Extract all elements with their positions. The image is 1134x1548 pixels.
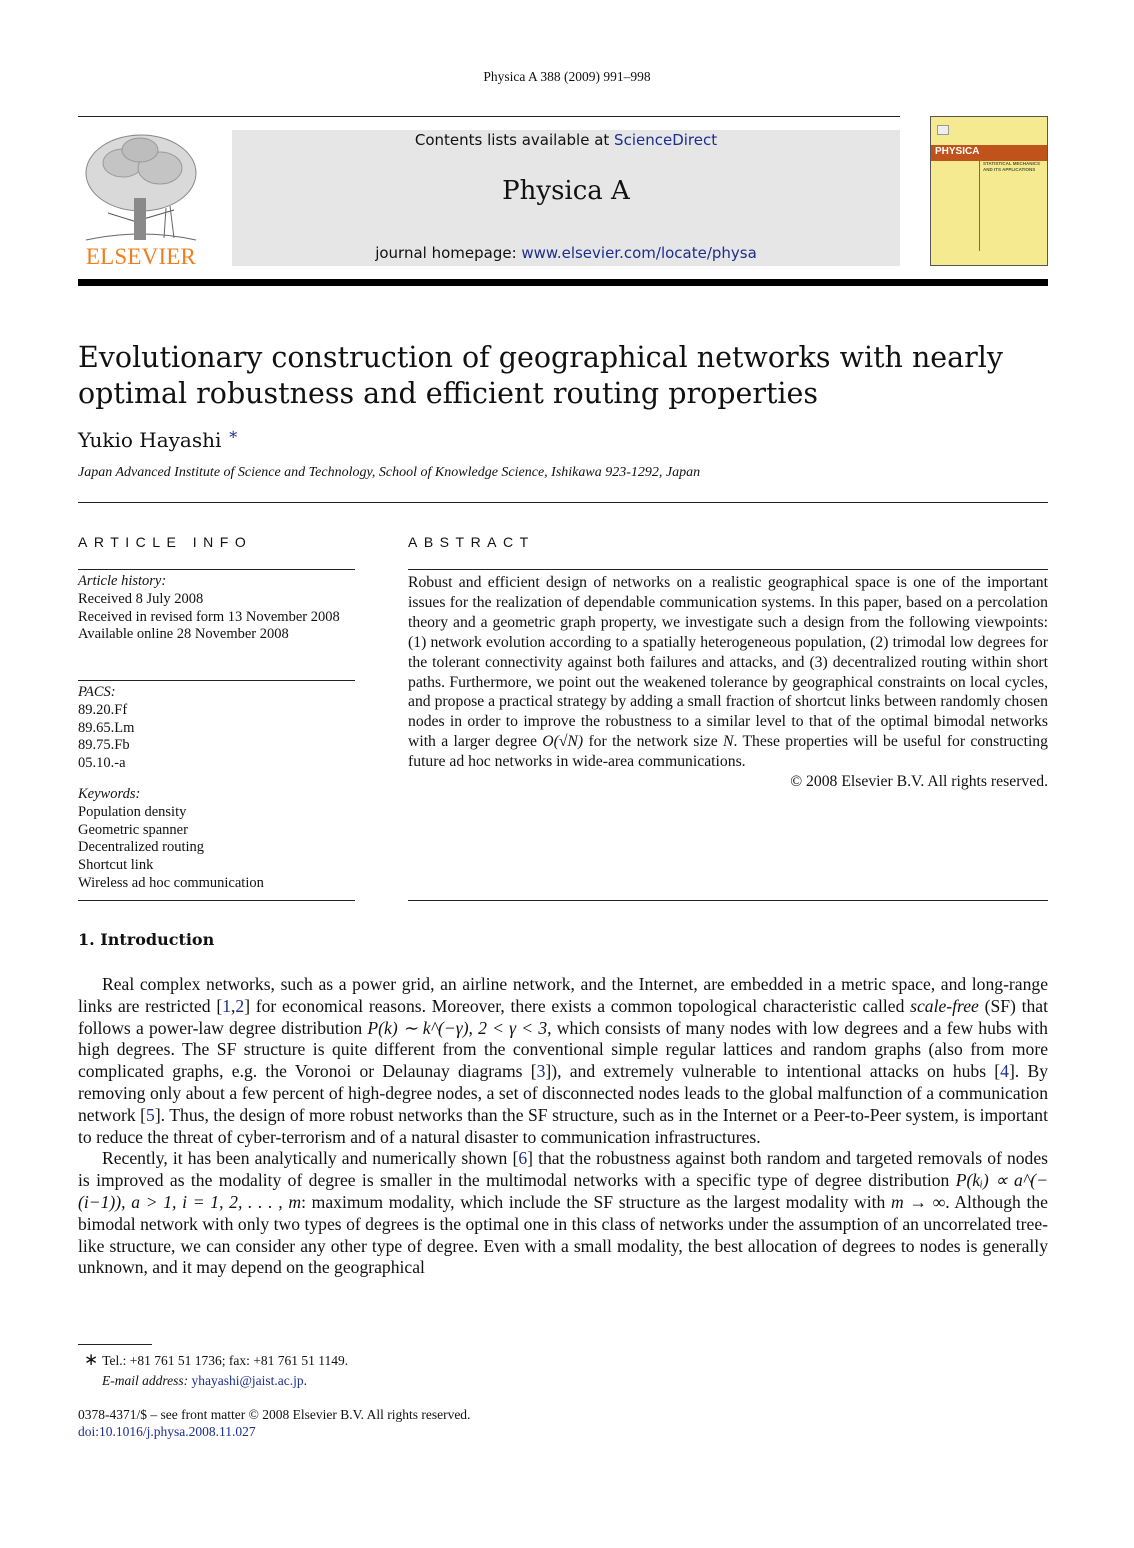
contents-prefix: Contents lists available at bbox=[414, 131, 615, 149]
text-run: ]. By removing only about a few percent of high-degree nodes, a set of disconnected nodes leads to the global malfunction of a communication network [ bbox=[78, 1061, 1048, 1125]
publisher-wordmark: ELSEVIER bbox=[85, 244, 197, 269]
citation-link[interactable]: 2 bbox=[235, 995, 245, 1016]
citation-link[interactable]: 5 bbox=[146, 1104, 155, 1125]
article-info-rule-bottom bbox=[78, 900, 355, 901]
cover-title: PHYSICA bbox=[935, 146, 980, 157]
homepage-link[interactable]: www.elsevier.com/locate/physa bbox=[521, 244, 757, 262]
abstract-part: . These properties will be useful for constructing future ad hoc networks in wide-area communications. bbox=[408, 733, 1048, 771]
journal-name: Physica A bbox=[502, 176, 630, 206]
abstract-math: O(√N) bbox=[542, 733, 584, 751]
email-label: E-mail address: bbox=[102, 1373, 189, 1388]
abstract-rule-top bbox=[408, 569, 1048, 570]
introduction-body bbox=[78, 974, 1048, 1279]
article-title: Evolutionary construction of geographical networks with nearly optimal robustness and efficient routing properties bbox=[78, 341, 1003, 410]
history-label: Article history: bbox=[78, 573, 167, 589]
abstract-text bbox=[408, 573, 1048, 792]
citation-link[interactable]: 6 bbox=[518, 1148, 528, 1169]
pacs-item: 89.20.Ff bbox=[78, 701, 128, 718]
text-run: Real complex networks, such as a power grid, an airline network, and the Internet, are embedded in a metric space, and long-range links are restricted [ bbox=[78, 974, 1048, 1016]
affiliation-rule bbox=[78, 502, 1048, 503]
footnote-rule bbox=[78, 1344, 152, 1345]
email-link[interactable]: yhayashi@jaist.ac.jp bbox=[191, 1373, 304, 1388]
journal-reference: Physica A 388 (2009) 991–998 bbox=[483, 69, 651, 84]
keyword-item: Geometric spanner bbox=[78, 821, 188, 838]
header-rule bbox=[78, 116, 900, 117]
keywords-label: Keywords: bbox=[78, 786, 141, 802]
abstract-math: N bbox=[723, 733, 734, 751]
abstract-heading: ABSTRACT bbox=[408, 534, 535, 550]
text-run: (SF) that follows a power-law degree distribution bbox=[78, 995, 1048, 1038]
pacs-item: 89.65.Lm bbox=[78, 719, 135, 736]
front-matter bbox=[78, 1406, 470, 1440]
sciencedirect-link[interactable]: ScienceDirect bbox=[614, 131, 718, 149]
paragraph bbox=[78, 1148, 1048, 1279]
author-line bbox=[78, 424, 239, 452]
affiliation: Japan Advanced Institute of Science and Technology, School of Knowledge Science, Ishikawa 923-1292, Japan bbox=[78, 465, 701, 480]
citation-link[interactable]: 1 bbox=[222, 995, 231, 1016]
email-suffix: . bbox=[303, 1373, 308, 1388]
abstract-part: for the network size bbox=[583, 733, 724, 751]
abstract-rule-bottom bbox=[408, 900, 1048, 901]
cover-subtitle: STATISTICAL MECHANICS AND ITS APPLICATIONS bbox=[983, 161, 1040, 172]
history-item: Received 8 July 2008 bbox=[78, 590, 204, 607]
keywords-block bbox=[78, 786, 355, 893]
author-name: Yukio Hayashi bbox=[78, 428, 222, 452]
header-thick-rule bbox=[78, 279, 1048, 286]
pacs-item: 89.75.Fb bbox=[78, 737, 130, 754]
cover-logo-icon bbox=[937, 125, 949, 135]
article-info-heading: ARTICLE INFO bbox=[78, 534, 253, 550]
text-run: , which consists of many nodes with low degrees and a few hubs with high degrees. The SF structure is quite different from the conventional simple regular lattices and random graphs (also from more complicated graphs, e.g. the Voronoi or Delaunay diagrams [ bbox=[78, 1017, 1048, 1082]
keyword-item: Population density bbox=[78, 803, 187, 820]
issn-line: 0378-4371/$ – see front matter © 2008 Elsevier B.V. All rights reserved. bbox=[78, 1407, 471, 1422]
author-footnote-mark[interactable]: ∗ bbox=[227, 424, 239, 444]
homepage-line bbox=[232, 244, 900, 262]
abstract-copyright: © 2008 Elsevier B.V. All rights reserved. bbox=[790, 773, 1048, 791]
doi-link[interactable]: doi:10.1016/j.physa.2008.11.027 bbox=[78, 1424, 256, 1439]
journal-cover-thumbnail bbox=[930, 116, 1048, 266]
article-history bbox=[78, 573, 355, 644]
inline-math: m → ∞ bbox=[891, 1191, 946, 1212]
keyword-item: Wireless ad hoc communication bbox=[78, 874, 264, 891]
citation-link[interactable]: 4 bbox=[1000, 1061, 1009, 1082]
text-run: ]), and extremely vulnerable to intentional attacks on hubs [ bbox=[545, 1061, 1001, 1082]
footnote-contact bbox=[78, 1351, 348, 1369]
homepage-prefix: journal homepage: bbox=[375, 244, 522, 262]
text-run: : maximum modality, which include the SF structure as the largest modality with bbox=[301, 1191, 892, 1212]
citation-link[interactable]: 3 bbox=[536, 1061, 546, 1082]
pacs-label: PACS: bbox=[78, 684, 116, 700]
pacs-block bbox=[78, 684, 355, 773]
abstract-part: Robust and efficient design of networks on a realistic geographical space is one of the important issues for the realization of dependable communication systems. In this paper, based on a percolation theory and a geometric graph property, we investigate such a design from the following viewpoints: (1) network evolution according to a spatially heterogeneous population, (2) trimodal low degrees for the tolerant connectivity against both failures and attacks, and (3) decentralized routing within short paths. Furthermore, we point out the weakened tolerance by geographical constraints on local cycles, and propose a practical strategy by adding a small fraction of shortcut links between randomly chosen nodes in order to improve the robustness to a similar level to that of the optimal bimodal networks with a larger degree bbox=[408, 574, 1048, 751]
text-run: ] that the robustness against both random and targeted removals of nodes is improved as the modality of degree is smaller in the multimodal networks with a specific type of degree distribution bbox=[78, 1148, 1048, 1191]
footnote-email bbox=[102, 1372, 307, 1389]
inline-math: P(kᵢ) ∝ a^(−(i−1)), a > 1, i = 1, 2, . . . , m bbox=[78, 1170, 1049, 1212]
text-run: ]. Thus, the design of more robust networks than the SF structure, such as in the Internet or a Peer-to-Peer system, is important to reduce the threat of cyber-terrorism and of a natural disaster to communication infrastructures. bbox=[78, 1104, 1048, 1147]
footnote-contact-text: Tel.: +81 761 51 1736; fax: +81 761 51 1149. bbox=[102, 1353, 349, 1368]
article-info-rule-top bbox=[78, 569, 355, 570]
keyword-item: Decentralized routing bbox=[78, 839, 205, 856]
article-info-rule bbox=[78, 680, 355, 681]
text-run: ] for economical reasons. Moreover, there exists a common topological characteristic called bbox=[244, 995, 911, 1016]
text-run: Recently, it has been analytically and numerically shown [ bbox=[102, 1148, 519, 1169]
history-item: Available online 28 November 2008 bbox=[78, 626, 289, 643]
history-item: Received in revised form 13 November 2008 bbox=[78, 608, 340, 625]
cover-divider bbox=[979, 161, 980, 251]
keyword-item: Shortcut link bbox=[78, 857, 154, 874]
paragraph: Real complex networks, such as a power grid, an airline network, and the Internet, are embedded in a metric space, and long-range links are restricted [1,2] for economical reasons. Moreover, there exists a common topological characteristic called scale-free (SF) that follows a power-law degree distribution P(k) ∼ k^(−γ), 2 < γ < 3, which consists of many nodes with low degrees and a few hubs with high degrees. The SF structure is quite different from the conventional simple regular lattices and random graphs (also from more complicated graphs, e.g. the Voronoi or Delaunay diagrams [3]), and extremely vulnerable to intentional attacks on hubs [4]. By removing only about a few percent of high-degree nodes, a set of disconnected nodes leads to the global malfunction of a communication network [5]. Thus, the design of more robust networks than the SF structure, such as in the Internet or a Peer-to-Peer system, is important to reduce the threat of cyber-terrorism and of a natural disaster to communication infrastructures. bbox=[78, 974, 1048, 1147]
inline-math: P(k) ∼ k^(−γ), 2 < γ < 3 bbox=[367, 1017, 548, 1038]
text-run: . Although the bimodal network with only two types of degrees is the optimal one in this class of networks under the assumption of an uncorrelated tree-like structure, we can consider any other type of degree. Even with a small modality, the best allocation of degrees to nodes is generally unknown, and it may depend on the geographical bbox=[78, 1191, 1048, 1278]
contents-line bbox=[232, 130, 900, 149]
section-heading: 1. Introduction bbox=[78, 930, 215, 949]
footnote-mark: ∗ bbox=[84, 1350, 99, 1369]
emphasis: scale-free bbox=[910, 995, 979, 1016]
pacs-item: 05.10.-a bbox=[78, 755, 126, 772]
